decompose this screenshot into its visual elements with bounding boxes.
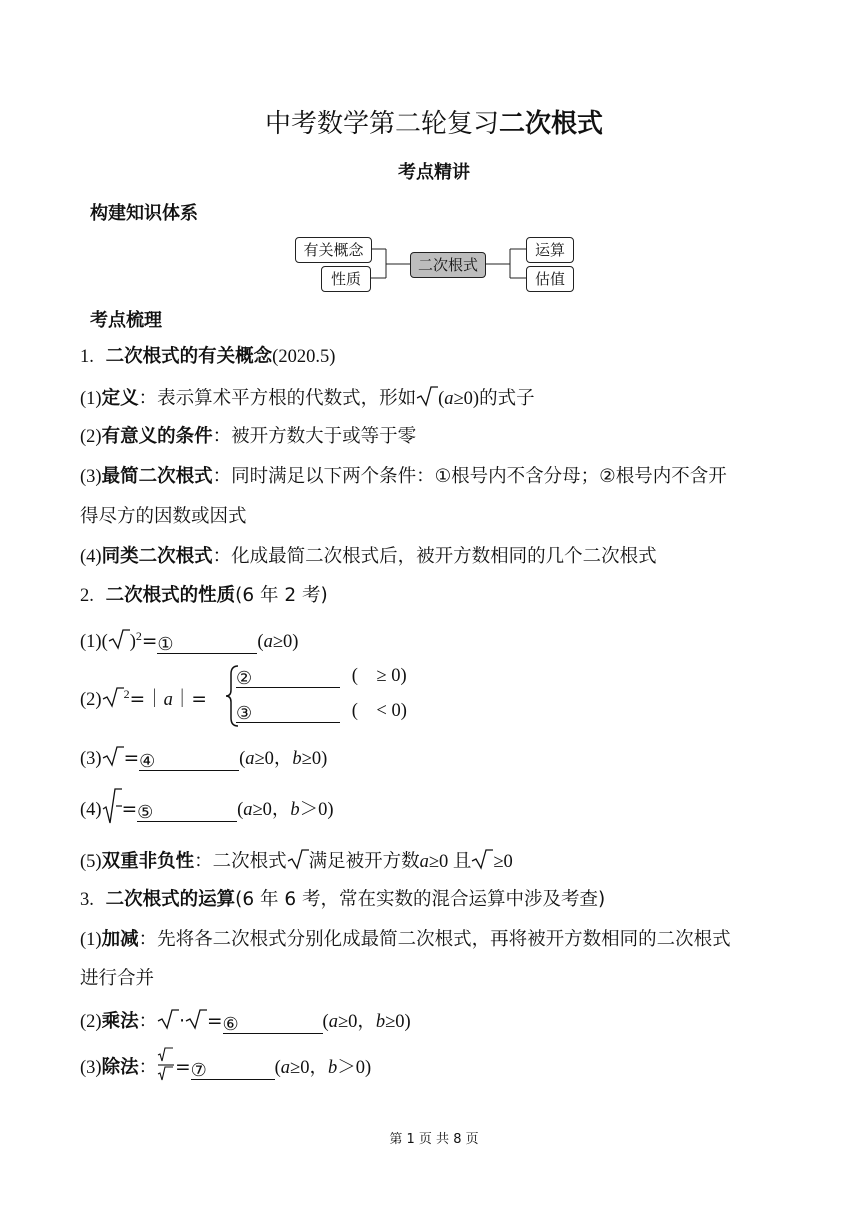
answer-blank-2[interactable]: ② xyxy=(236,667,340,688)
meaningful-condition-label: 有意义的条件 xyxy=(101,426,213,447)
property-1: (1)( )$^2$=① (a≥0) xyxy=(80,629,299,656)
mindmap-node-properties: 性质 xyxy=(321,266,371,292)
page-title xyxy=(0,103,868,140)
sqrt-symbol xyxy=(287,848,309,870)
sqrt-symbol xyxy=(102,745,124,767)
heading-3-title: 二次根式的运算 xyxy=(105,889,236,910)
sqrt-symbol xyxy=(416,385,438,407)
section-heading-knowledge: 构建知识体系 xyxy=(90,203,198,224)
property-4: (4) =⑤ (a≥0，b＞0) xyxy=(80,797,334,822)
operation-divide: (3)除法： =⑦ (a≥0，b＞0) xyxy=(80,1055,371,1080)
double-nonneg-label: 双重非负性 xyxy=(101,851,195,872)
concept-simplest-radical-cont: 得尽方的因数或因式 xyxy=(80,506,247,527)
property-2: (2) $^2$=｜a｜= xyxy=(80,687,207,711)
operation-add-subtract: (1)加减：先将各二次根式分别化成最简二次根式，再将被开方数相同的二次根式 xyxy=(80,929,731,950)
answer-blank-5[interactable]: ⑤ xyxy=(137,801,237,822)
mindmap-node-concepts: 有关概念 xyxy=(295,237,372,263)
heading-2-title: 二次根式的性质 xyxy=(105,585,236,606)
mindmap-node-estimation: 估值 xyxy=(526,266,574,292)
heading-2-tail: (6 年 2 考) xyxy=(235,585,328,606)
sqrt-symbol xyxy=(157,1008,179,1030)
heading-3-tail: (6 年 6 考，常在实数的混合运算中涉及考查) xyxy=(235,889,606,910)
heading-1-tail: (2020.5) xyxy=(272,347,336,367)
property-3: (3) =④ (a≥0，b≥0) xyxy=(80,745,327,771)
answer-blank-6[interactable]: ⑥ xyxy=(223,1013,323,1034)
like-radicals-label: 同类二次根式 xyxy=(101,546,213,567)
sqrt-symbol xyxy=(102,686,124,708)
answer-blank-7[interactable]: ⑦ xyxy=(191,1059,275,1080)
section-heading-review: 考点梳理 xyxy=(90,310,162,331)
page-footer: 第 1 页 共 8 页 xyxy=(389,1132,479,1147)
sqrt-fraction-symbol xyxy=(157,1055,175,1079)
answer-blank-4[interactable]: ④ xyxy=(139,750,239,771)
heading-3: 3. 二次根式的运算(6 年 6 考，常在实数的混合运算中涉及考查) xyxy=(80,889,606,910)
concept-definition: (1)定义：表示算术平方根的代数式，形如 (a≥0)的式子 xyxy=(80,385,535,411)
simplest-radical-label: 最简二次根式 xyxy=(101,466,213,487)
sqrt-fraction-symbol xyxy=(102,797,122,821)
operation-multiply: (2)乘法： · =⑥ (a≥0，b≥0) xyxy=(80,1008,411,1034)
answer-blank-1[interactable]: ① xyxy=(157,633,257,654)
property-2-case-2: ③ ( < 0) xyxy=(236,701,407,724)
concept-like-radicals: (4)同类二次根式：化成最简二次根式后，被开方数相同的几个二次根式 xyxy=(80,546,657,567)
concept-meaningful-condition: (2)有意义的条件：被开方数大于或等于零 xyxy=(80,426,417,447)
answer-blank-3[interactable]: ③ xyxy=(236,702,340,723)
heading-1 xyxy=(80,345,335,369)
heading-1-number: 1. xyxy=(80,347,94,367)
divide-label: 除法 xyxy=(101,1057,139,1078)
mindmap-node-center: 二次根式 xyxy=(410,252,486,278)
title-bold: 二次根式 xyxy=(499,109,604,139)
mindmap-node-operations: 运算 xyxy=(526,237,574,263)
property-2-case-1: ② ( ≥ 0) xyxy=(236,666,407,689)
title-normal: 中考数学第二轮复习 xyxy=(264,109,499,139)
sqrt-symbol xyxy=(185,1008,207,1030)
definition-label: 定义 xyxy=(101,388,139,409)
sqrt-symbol xyxy=(108,628,130,650)
multiply-label: 乘法 xyxy=(101,1011,139,1032)
heading-2: 2. 二次根式的性质(6 年 2 考) xyxy=(80,585,328,606)
heading-1-title: 二次根式的有关概念 xyxy=(105,346,273,367)
add-subtract-label: 加减 xyxy=(101,929,139,950)
concept-simplest-radical: (3)最简二次根式：同时满足以下两个条件：①根号内不含分母；②根号内不含开 xyxy=(80,466,727,487)
operation-add-subtract-cont: 进行合并 xyxy=(80,968,155,989)
sqrt-symbol xyxy=(471,848,493,870)
page-subtitle: 考点精讲 xyxy=(398,162,470,183)
property-5: (5)双重非负性：二次根式 满足被开方数a≥0 且 ≥0 xyxy=(80,848,513,874)
